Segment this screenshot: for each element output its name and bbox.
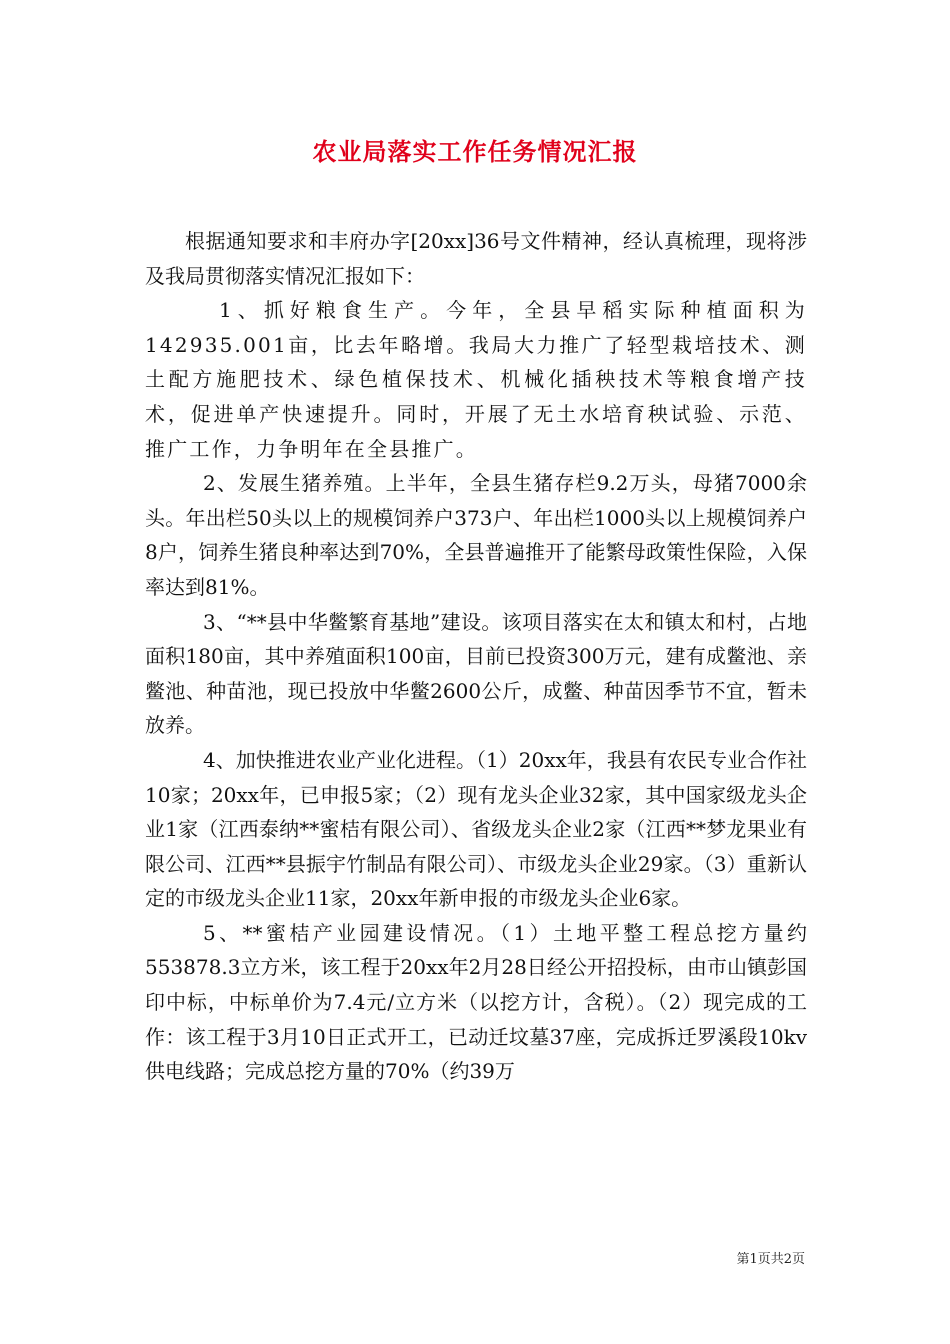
- paragraph-orange-park: 5、**蜜桔产业园建设情况。（1）土地平整工程总挖方量约553878.3立方米，该工程于20xx年2月28日经公开招投标，由市山镇彭国印中标，中标单价为7.4元/立方米（以挖方计，含税）。（2）现完成的工作：该工程于3月10日正式开工，已动迁坟墓37座，完成拆迁罗溪段10kv供电线路；完成总挖方量的70%（约39万: [145, 920, 807, 1084]
- paragraph-industrialization: 4、加快推进农业产业化进程。（1）20xx年，我县有农民专业合作社10家；20xx年，已申报5家；（2）现有龙头企业32家，其中国家级龙头企业1家（江西泰纳**蜜桔有限公司）、省级龙头企业2家（江西**梦龙果业有限公司、江西**县振宇竹制品有限公司）、市级龙头企业29家。（3）重新认定的市级龙头企业11家，20xx年新申报的市级龙头企业6家。: [145, 747, 807, 911]
- paragraph-pig-farming: 2、发展生猪养殖。上半年，全县生猪存栏9.2万头，母猪7000余头。年出栏50头以上的规模饲养户373户、年出栏1000头以上规模饲养户8户，饲养生猪良种率达到70%，全县普遍推开了能繁母政策性保险，入保率达到81%。: [145, 471, 807, 599]
- page-number: 第1页共2页: [736, 1252, 805, 1267]
- document-body: [145, 224, 807, 1089]
- paragraph-turtle-base: 3、“**县中华鳖繁育基地”建设。该项目落实在太和镇太和村，占地面积180亩，其中养殖面积100亩，目前已投资300万元，建有成鳖池、亲鳖池、种苗池，现已投放中华鳖2600公斤，成鳖、种苗因季节不宜，暂未放养。: [145, 609, 807, 738]
- document-title: 农业局落实工作任务情况汇报: [312, 137, 638, 166]
- paragraph-intro: 根据通知要求和丰府办字[20xx]36号文件精神，经认真梳理，现将涉及我局贯彻落实情况汇报如下：: [145, 229, 807, 288]
- paragraph-grain-production: 1、抓好粮食生产。今年，全县早稻实际种植面积为142935.001亩，比去年略增。我局大力推广了轻型栽培技术、测土配方施肥技术、绿色植保技术、机械化插秧技术等粮食增产技术，促进单产快速提升。同时，开展了无土水培育秧试验、示范、推广工作，力争明年在全县推广。: [145, 298, 807, 461]
